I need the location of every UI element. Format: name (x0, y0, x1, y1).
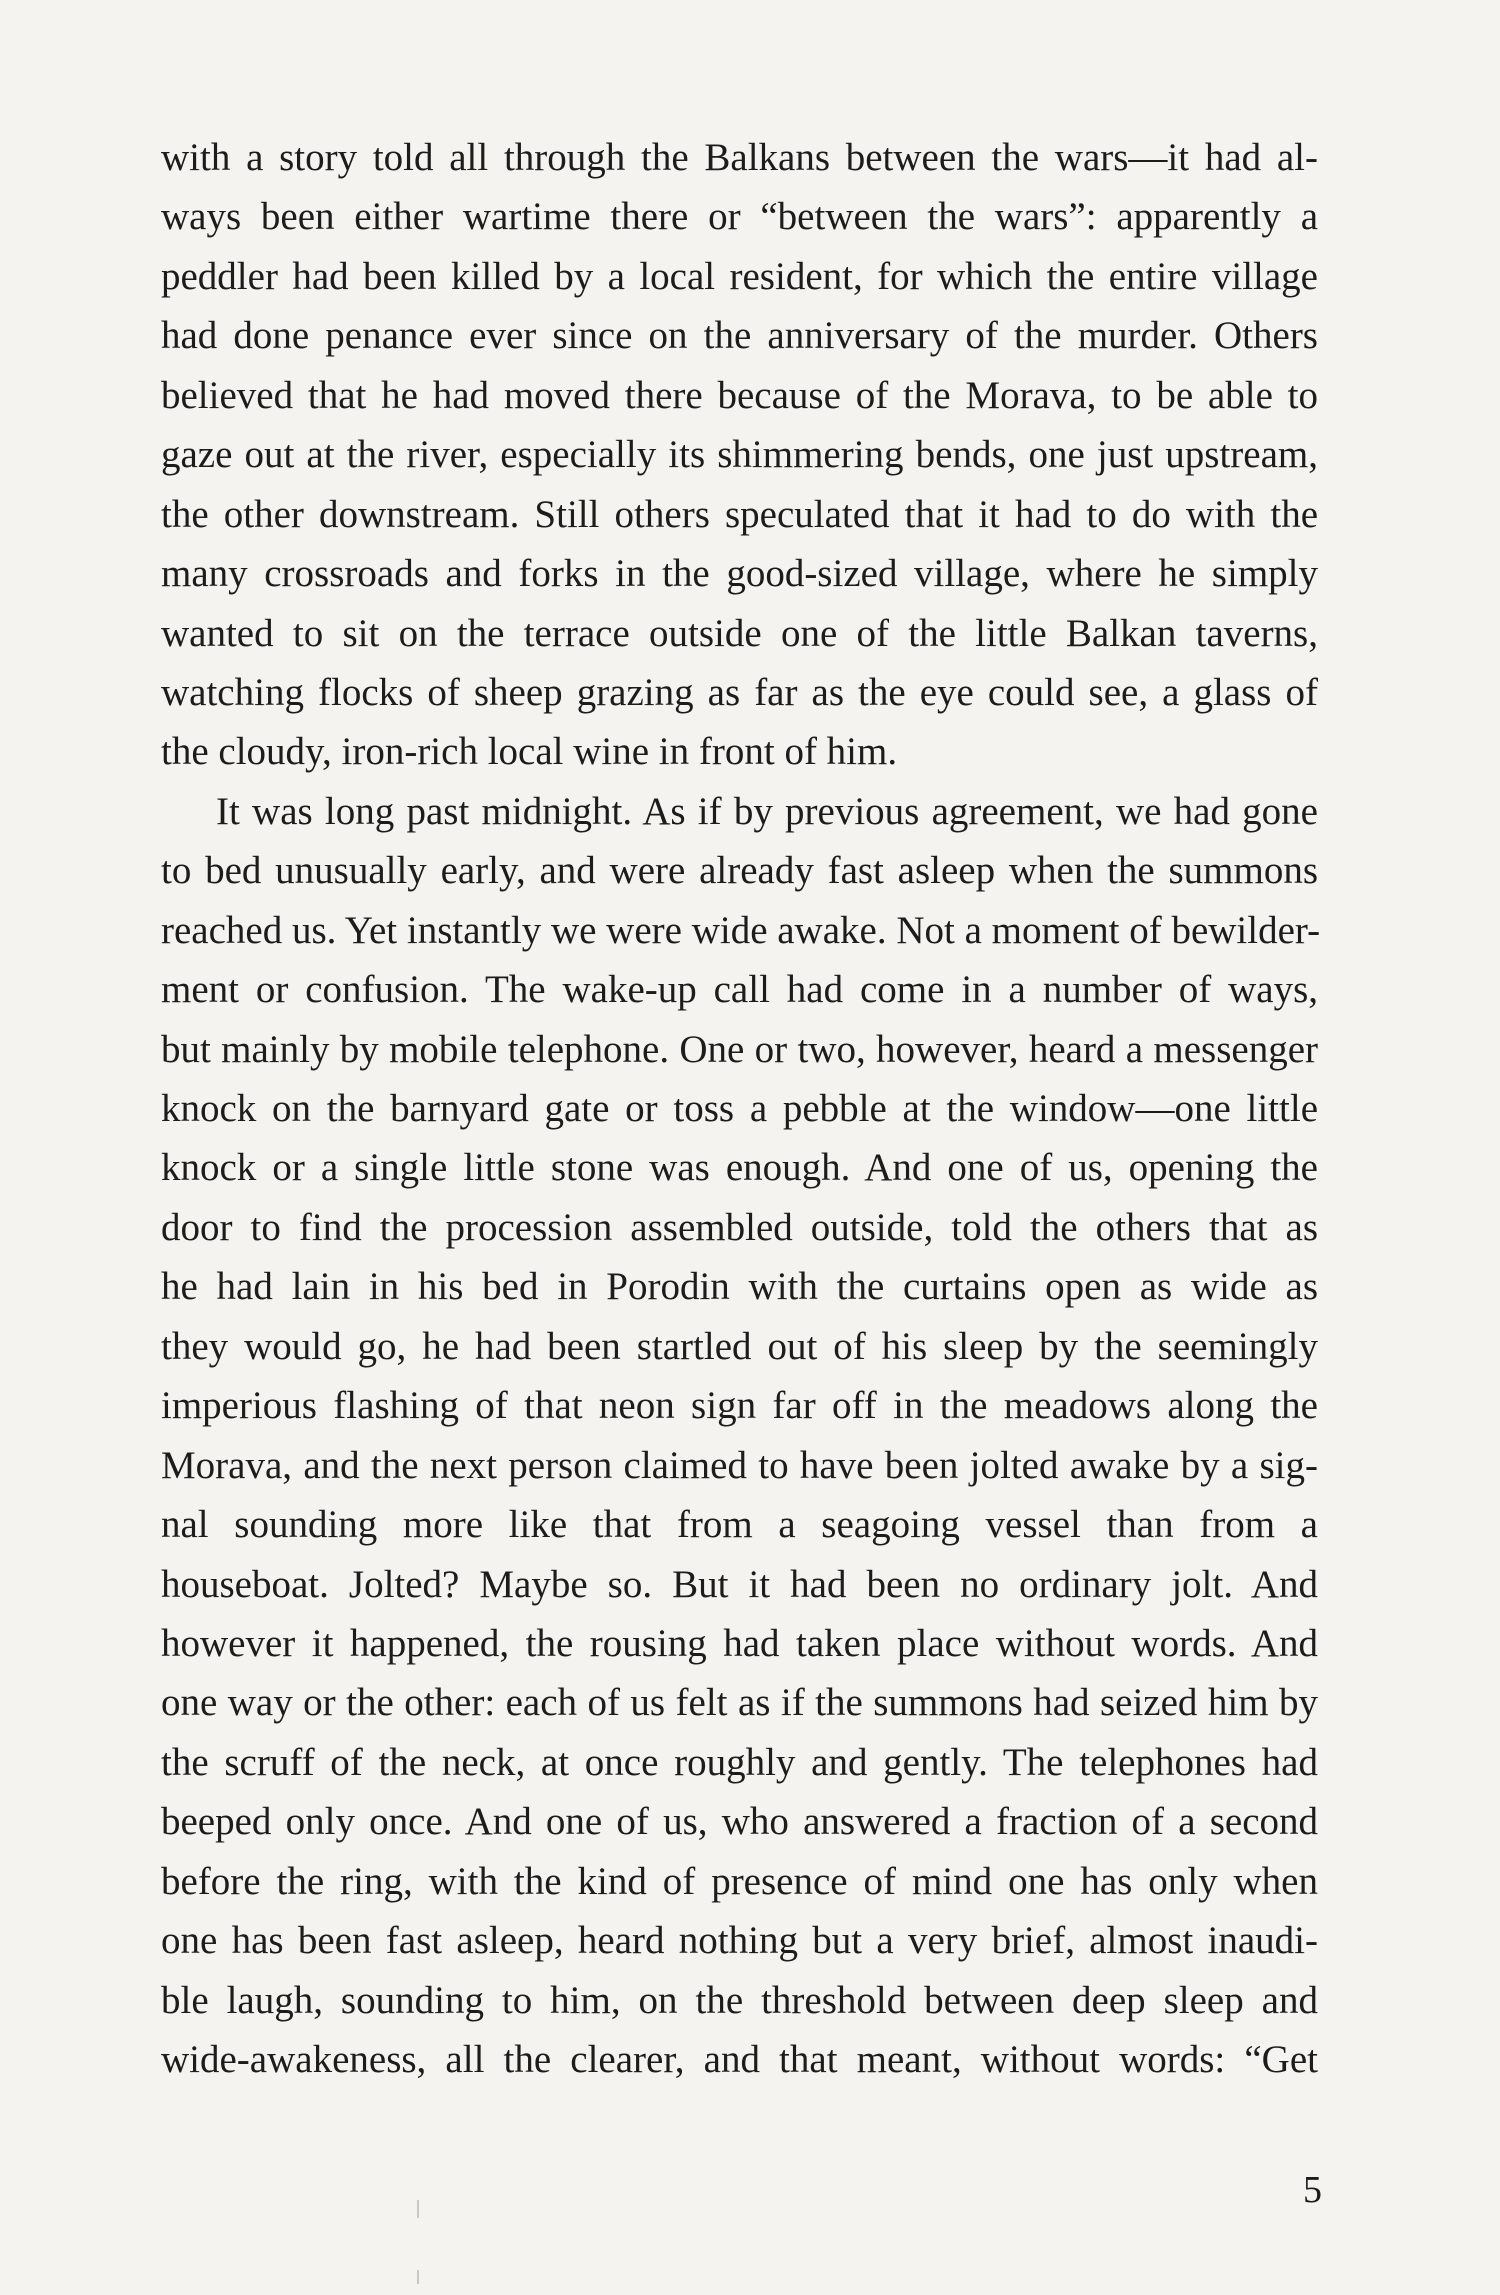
body-text (161, 128, 1321, 2089)
text-line: one way or the other: each of us felt as if the summons had seized him by (161, 1681, 1318, 1725)
text-line: had done penance ever since on the anniversary of the murder. Others (161, 314, 1318, 358)
text-line: ways been either wartime there or “between the wars”: apparently a (161, 195, 1318, 239)
text-line: however it happened, the rousing had taken place without words. And (161, 1621, 1318, 1665)
text-line: with a story told all through the Balkans between the wars—it had al- (161, 136, 1318, 179)
text-line: believed that he had moved there because of the Morava, to be able to (161, 373, 1318, 417)
text-line: before the ring, with the kind of presence of mind one has only when (161, 1859, 1318, 1903)
paragraph-1 (161, 128, 1318, 782)
text-line: imperious flashing of that neon sign far off in the meadows along the (161, 1384, 1318, 1428)
text-line: nal sounding more like that from a seagoing vessel than from a (161, 1503, 1318, 1547)
text-line: he had lain in his bed in Porodin with the curtains open as wide as (161, 1265, 1318, 1309)
text-line: watching flocks of sheep grazing as far as the eye could see, a glass of (161, 670, 1318, 714)
text-line: the cloudy, iron-rich local wine in front of him. (161, 730, 898, 774)
paragraph-2 (161, 782, 1321, 2090)
text-line: many crossroads and forks in the good-sized village, where he simply (161, 552, 1318, 596)
scan-speck (417, 2200, 419, 2218)
text-line: the other downstream. Still others speculated that it had to do with the (161, 492, 1318, 536)
page-number: 5 (1303, 2169, 1322, 2211)
text-line: they would go, he had been startled out of his sleep by the seemingly (161, 1324, 1318, 1368)
text-line: door to find the procession assembled outside, told the others that as (161, 1205, 1318, 1249)
text-line: ment or confusion. The wake-up call had come in a number of ways, (161, 968, 1318, 1012)
text-line: knock or a single little stone was enough. And one of us, opening the (161, 1146, 1318, 1190)
text-line: one has been fast asleep, heard nothing but a very brief, almost inaudi- (161, 1919, 1318, 1963)
text-line: peddler had been killed by a local resident, for which the entire village (161, 254, 1318, 298)
text-line: but mainly by mobile telephone. One or two, however, heard a messenger (161, 1027, 1318, 1071)
text-line: wide-awakeness, all the clearer, and that meant, without words: “Get (161, 2038, 1318, 2081)
text-line: It was long past midnight. As if by previous agreement, we had gone (216, 789, 1318, 833)
text-line: gaze out at the river, especially its shimmering bends, one just upstream, (161, 433, 1318, 477)
text-line: reached us. Yet instantly we were wide awake. Not a moment of bewilder- (161, 908, 1321, 952)
text-line: wanted to sit on the terrace outside one of the little Balkan taverns, (161, 611, 1318, 655)
text-line: ble laugh, sounding to him, on the threshold between deep sleep and (161, 1978, 1318, 2022)
text-line: beeped only once. And one of us, who answered a fraction of a second (161, 1800, 1318, 1844)
text-line: to bed unusually early, and were already fast asleep when the summons (161, 849, 1318, 893)
text-line: the scruff of the neck, at once roughly and gently. The telephones had (161, 1740, 1318, 1784)
text-line: Morava, and the next person claimed to have been jolted awake by a sig- (161, 1443, 1318, 1487)
scan-speck (417, 2270, 419, 2284)
text-line: houseboat. Jolted? Maybe so. But it had been no ordinary jolt. And (161, 1562, 1318, 1606)
text-line: knock on the barnyard gate or toss a pebble at the window—one little (161, 1087, 1318, 1130)
